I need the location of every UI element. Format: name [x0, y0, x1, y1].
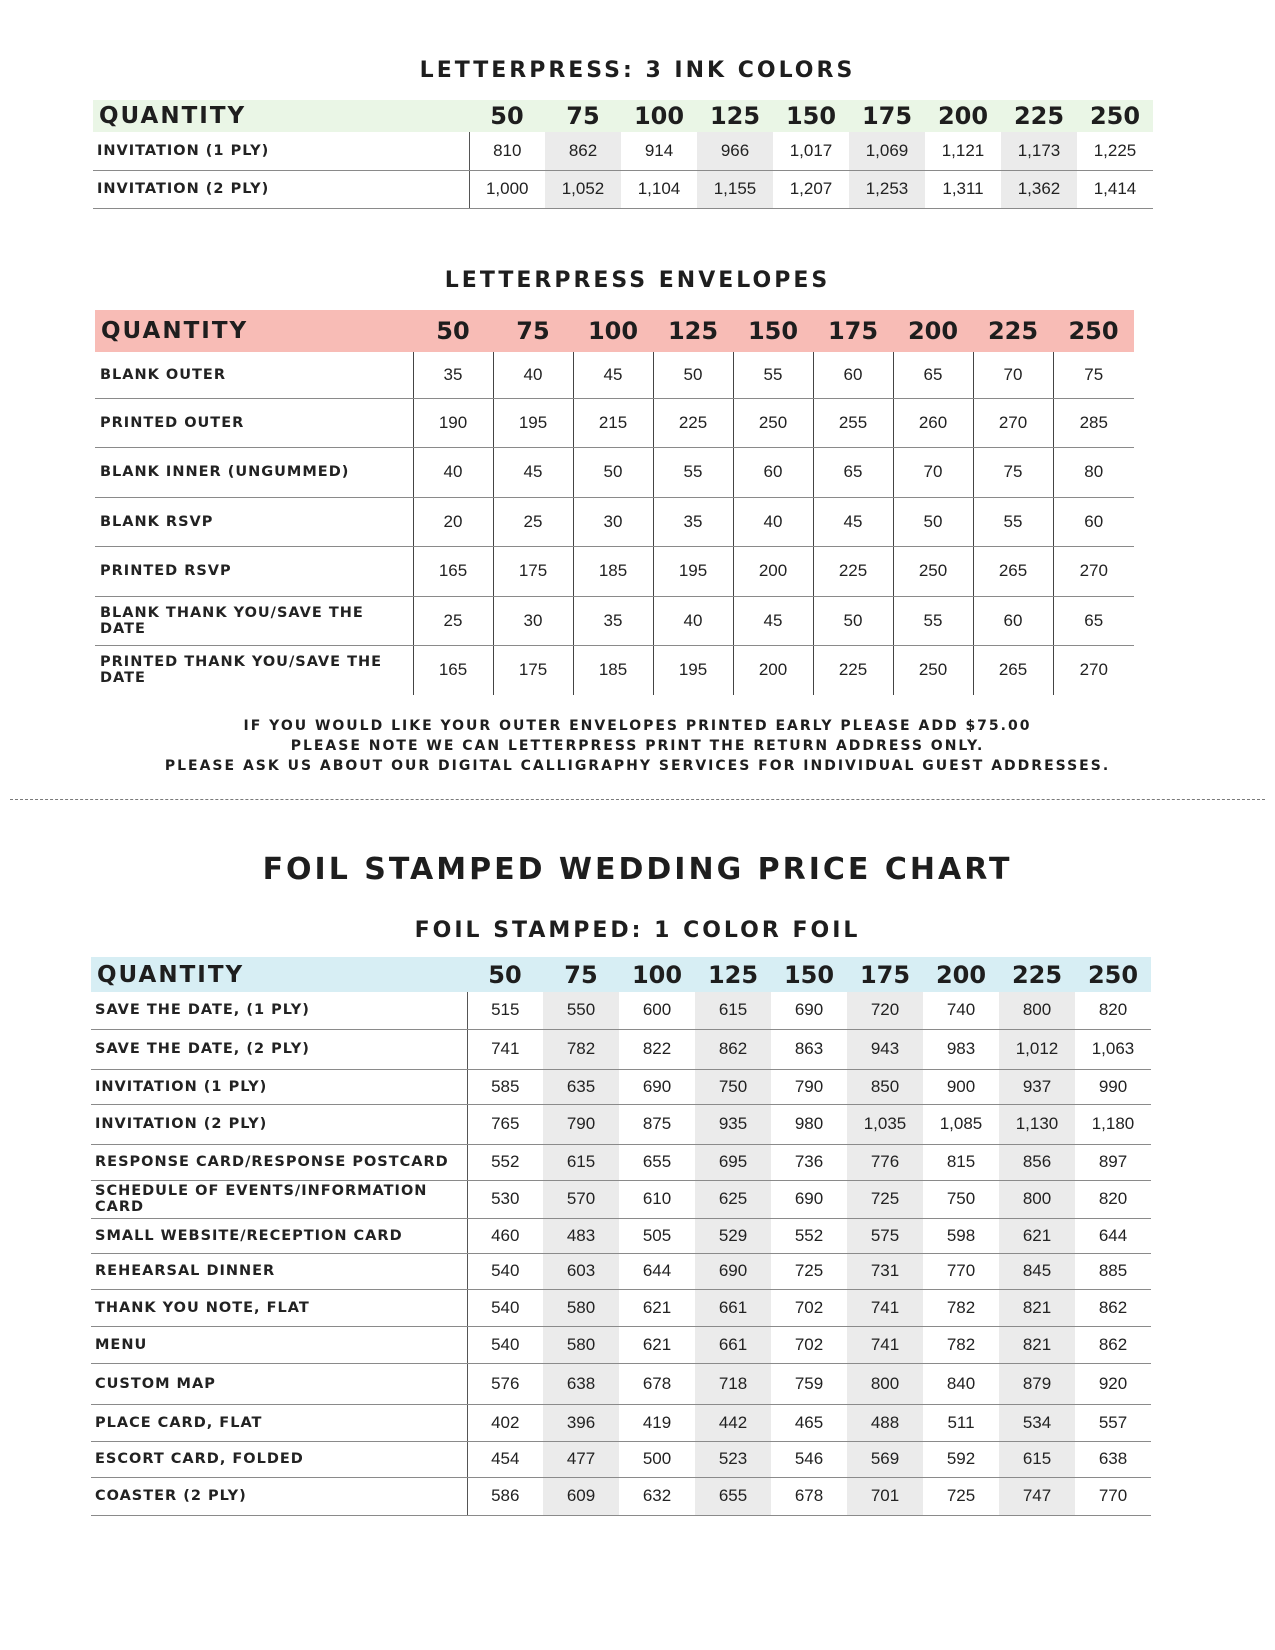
quantity-100-header: 100: [621, 100, 697, 132]
price-cell: 1,173: [1001, 132, 1077, 170]
price-cell: 50: [573, 447, 653, 497]
price-cell: 621: [999, 1218, 1075, 1253]
price-cell: 621: [619, 1326, 695, 1363]
letterpress-price-table: [93, 100, 1153, 209]
price-cell: 580: [543, 1289, 619, 1326]
price-cell: 45: [733, 596, 813, 645]
price-cell: 477: [543, 1441, 619, 1477]
price-cell: 1,063: [1075, 1029, 1151, 1069]
price-cell: 800: [847, 1363, 923, 1404]
price-cell: 850: [847, 1069, 923, 1104]
price-row: [91, 1029, 1151, 1069]
price-cell: 782: [923, 1289, 999, 1326]
price-cell: 863: [771, 1029, 847, 1069]
price-cell: 586: [467, 1477, 543, 1515]
price-cell: 25: [493, 497, 573, 546]
row-label: PRINTED RSVP: [95, 546, 413, 596]
price-cell: 580: [543, 1326, 619, 1363]
price-cell: 552: [771, 1218, 847, 1253]
quantity-250-header: 250: [1077, 100, 1153, 132]
letterpress-title: LETTERPRESS: 3 INK COLORS: [419, 58, 856, 83]
price-row: [91, 1253, 1151, 1289]
price-row: [91, 1218, 1151, 1253]
price-cell: 530: [467, 1180, 543, 1218]
price-cell: 552: [467, 1144, 543, 1180]
price-row: [91, 1104, 1151, 1144]
price-cell: 644: [619, 1253, 695, 1289]
price-cell: 638: [543, 1363, 619, 1404]
price-cell: 55: [893, 596, 973, 645]
price-cell: 678: [771, 1477, 847, 1515]
row-label: REHEARSAL DINNER: [91, 1253, 467, 1289]
quantity-100-header: 100: [573, 310, 653, 352]
row-label: BLANK THANK YOU/SAVE THE DATE: [95, 596, 413, 645]
price-cell: 702: [771, 1326, 847, 1363]
row-label: MENU: [91, 1326, 467, 1363]
price-row: [91, 1289, 1151, 1326]
price-cell: 644: [1075, 1218, 1151, 1253]
price-cell: 419: [619, 1404, 695, 1441]
price-row: [91, 1069, 1151, 1104]
price-cell: 1,035: [847, 1104, 923, 1144]
price-cell: 45: [813, 497, 893, 546]
price-cell: 200: [733, 645, 813, 695]
price-cell: 250: [893, 546, 973, 596]
price-cell: 690: [771, 992, 847, 1029]
price-cell: 500: [619, 1441, 695, 1477]
quantity-225-header: 225: [1001, 100, 1077, 132]
price-cell: 690: [771, 1180, 847, 1218]
price-cell: 65: [1053, 596, 1134, 645]
price-cell: 875: [619, 1104, 695, 1144]
price-cell: 270: [1053, 546, 1134, 596]
price-cell: 782: [543, 1029, 619, 1069]
price-cell: 750: [923, 1180, 999, 1218]
price-cell: 725: [923, 1477, 999, 1515]
price-cell: 60: [733, 447, 813, 497]
price-cell: 190: [413, 398, 493, 447]
price-cell: 845: [999, 1253, 1075, 1289]
price-cell: 50: [893, 497, 973, 546]
price-cell: 1,130: [999, 1104, 1075, 1144]
price-cell: 731: [847, 1253, 923, 1289]
quantity-200-header: 200: [923, 957, 999, 992]
price-cell: 225: [813, 645, 893, 695]
price-row: [95, 546, 1134, 596]
price-cell: 25: [413, 596, 493, 645]
row-label: RESPONSE CARD/RESPONSE POSTCARD: [91, 1144, 467, 1180]
price-cell: 655: [695, 1477, 771, 1515]
price-cell: 402: [467, 1404, 543, 1441]
price-cell: 770: [1075, 1477, 1151, 1515]
price-cell: 900: [923, 1069, 999, 1104]
price-cell: 195: [653, 546, 733, 596]
price-cell: 576: [467, 1363, 543, 1404]
row-label: SMALL WEBSITE/RECEPTION CARD: [91, 1218, 467, 1253]
price-cell: 661: [695, 1326, 771, 1363]
row-label: BLANK RSVP: [95, 497, 413, 546]
price-cell: 690: [619, 1069, 695, 1104]
price-cell: 454: [467, 1441, 543, 1477]
price-cell: 1,225: [1077, 132, 1153, 170]
quantity-50-header: 50: [469, 100, 545, 132]
price-cell: 265: [973, 645, 1053, 695]
envelope-notes: [0, 716, 1275, 776]
price-cell: 632: [619, 1477, 695, 1515]
price-cell: 40: [493, 352, 573, 398]
price-cell: 45: [493, 447, 573, 497]
quantity-200-header: 200: [925, 100, 1001, 132]
price-row: [95, 645, 1134, 695]
price-cell: 569: [847, 1441, 923, 1477]
price-cell: 225: [813, 546, 893, 596]
price-cell: 1,414: [1077, 170, 1153, 208]
price-cell: 765: [467, 1104, 543, 1144]
price-cell: 195: [653, 645, 733, 695]
price-cell: 736: [771, 1144, 847, 1180]
price-cell: 943: [847, 1029, 923, 1069]
envelopes-title: LETTERPRESS ENVELOPES: [444, 268, 831, 293]
header-row: [91, 957, 1151, 992]
price-row: [95, 447, 1134, 497]
price-cell: 655: [619, 1144, 695, 1180]
row-label: INVITATION (1 PLY): [91, 1069, 467, 1104]
price-cell: 1,052: [545, 170, 621, 208]
quantity-150-header: 150: [773, 100, 849, 132]
price-cell: 165: [413, 546, 493, 596]
price-cell: 935: [695, 1104, 771, 1144]
price-cell: 55: [653, 447, 733, 497]
note-early-print: IF YOU WOULD LIKE YOUR OUTER ENVELOPES PRINTED EARLY PLEASE ADD $75.00: [243, 718, 1032, 734]
price-cell: 442: [695, 1404, 771, 1441]
price-cell: 570: [543, 1180, 619, 1218]
price-cell: 80: [1053, 447, 1134, 497]
price-cell: 585: [467, 1069, 543, 1104]
price-cell: 1,362: [1001, 170, 1077, 208]
price-row: [95, 497, 1134, 546]
price-cell: 661: [695, 1289, 771, 1326]
price-cell: 529: [695, 1218, 771, 1253]
quantity-50-header: 50: [467, 957, 543, 992]
price-cell: 215: [573, 398, 653, 447]
price-cell: 20: [413, 497, 493, 546]
price-cell: 856: [999, 1144, 1075, 1180]
row-label: INVITATION (2 PLY): [91, 1104, 467, 1144]
price-cell: 678: [619, 1363, 695, 1404]
price-cell: 60: [973, 596, 1053, 645]
price-cell: 488: [847, 1404, 923, 1441]
price-cell: 821: [999, 1326, 1075, 1363]
price-cell: 60: [1053, 497, 1134, 546]
price-cell: 70: [893, 447, 973, 497]
price-row: [93, 132, 1153, 170]
price-cell: 40: [733, 497, 813, 546]
price-cell: 621: [619, 1289, 695, 1326]
row-label: SAVE THE DATE, (2 PLY): [91, 1029, 467, 1069]
price-cell: 55: [733, 352, 813, 398]
price-cell: 511: [923, 1404, 999, 1441]
price-cell: 810: [469, 132, 545, 170]
price-cell: 750: [695, 1069, 771, 1104]
price-cell: 747: [999, 1477, 1075, 1515]
price-cell: 45: [573, 352, 653, 398]
price-cell: 615: [999, 1441, 1075, 1477]
price-cell: 862: [695, 1029, 771, 1069]
row-label: PLACE CARD, FLAT: [91, 1404, 467, 1441]
price-cell: 175: [493, 645, 573, 695]
row-label: THANK YOU NOTE, FLAT: [91, 1289, 467, 1326]
price-cell: 840: [923, 1363, 999, 1404]
quantity-175-header: 175: [813, 310, 893, 352]
price-cell: 635: [543, 1069, 619, 1104]
quantity-150-header: 150: [771, 957, 847, 992]
foil-title: FOIL STAMPED: 1 COLOR FOIL: [414, 918, 861, 943]
note-calligraphy: PLEASE ASK US ABOUT OUR DIGITAL CALLIGRAPHY SERVICES FOR INDIVIDUAL GUEST ADDRESSES.: [164, 758, 1111, 774]
price-cell: 897: [1075, 1144, 1151, 1180]
price-cell: 557: [1075, 1404, 1151, 1441]
price-cell: 862: [545, 132, 621, 170]
price-cell: 701: [847, 1477, 923, 1515]
price-cell: 790: [543, 1104, 619, 1144]
row-label: INVITATION (2 PLY): [93, 170, 469, 208]
row-label: BLANK INNER (UNGUMMED): [95, 447, 413, 497]
price-cell: 638: [1075, 1441, 1151, 1477]
price-cell: 540: [467, 1289, 543, 1326]
price-cell: 800: [999, 992, 1075, 1029]
price-cell: 598: [923, 1218, 999, 1253]
quantity-175-header: 175: [849, 100, 925, 132]
price-row: [91, 1144, 1151, 1180]
price-cell: 1,104: [621, 170, 697, 208]
price-row: [91, 1404, 1151, 1441]
price-cell: 65: [893, 352, 973, 398]
quantity-175-header: 175: [847, 957, 923, 992]
price-cell: 615: [695, 992, 771, 1029]
row-label: BLANK OUTER: [95, 352, 413, 398]
price-cell: 776: [847, 1144, 923, 1180]
price-cell: 540: [467, 1253, 543, 1289]
envelopes-price-table: [95, 310, 1134, 695]
price-row: [95, 596, 1134, 645]
price-cell: 50: [813, 596, 893, 645]
price-cell: 1,069: [849, 132, 925, 170]
quantity-225-header: 225: [973, 310, 1053, 352]
price-cell: 879: [999, 1363, 1075, 1404]
price-row: [95, 398, 1134, 447]
price-cell: 515: [467, 992, 543, 1029]
price-cell: 790: [771, 1069, 847, 1104]
price-cell: 200: [733, 546, 813, 596]
price-cell: 65: [813, 447, 893, 497]
row-label: ESCORT CARD, FOLDED: [91, 1441, 467, 1477]
price-cell: 70: [973, 352, 1053, 398]
foil-chart-title: FOIL STAMPED WEDDING PRICE CHART: [262, 852, 1013, 887]
price-cell: 1,155: [697, 170, 773, 208]
price-cell: 920: [1075, 1363, 1151, 1404]
quantity-header: QUANTITY: [93, 100, 469, 132]
price-cell: 1,017: [773, 132, 849, 170]
price-cell: 615: [543, 1144, 619, 1180]
price-cell: 741: [847, 1326, 923, 1363]
price-cell: 625: [695, 1180, 771, 1218]
price-cell: 265: [973, 546, 1053, 596]
price-cell: 609: [543, 1477, 619, 1515]
quantity-225-header: 225: [999, 957, 1075, 992]
price-row: [91, 1441, 1151, 1477]
price-cell: 937: [999, 1069, 1075, 1104]
price-cell: 759: [771, 1363, 847, 1404]
price-cell: 862: [1075, 1289, 1151, 1326]
price-cell: 800: [999, 1180, 1075, 1218]
price-cell: 30: [493, 596, 573, 645]
price-cell: 718: [695, 1363, 771, 1404]
price-row: [91, 992, 1151, 1029]
price-cell: 40: [413, 447, 493, 497]
price-cell: 1,121: [925, 132, 1001, 170]
price-cell: 821: [999, 1289, 1075, 1326]
quantity-header: QUANTITY: [95, 310, 413, 352]
row-label: CUSTOM MAP: [91, 1363, 467, 1404]
quantity-100-header: 100: [619, 957, 695, 992]
quantity-125-header: 125: [653, 310, 733, 352]
price-cell: 1,012: [999, 1029, 1075, 1069]
quantity-header: QUANTITY: [91, 957, 467, 992]
price-cell: 175: [493, 546, 573, 596]
price-cell: 40: [653, 596, 733, 645]
price-cell: 1,000: [469, 170, 545, 208]
price-cell: 770: [923, 1253, 999, 1289]
quantity-75-header: 75: [545, 100, 621, 132]
quantity-75-header: 75: [493, 310, 573, 352]
quantity-250-header: 250: [1053, 310, 1134, 352]
quantity-200-header: 200: [893, 310, 973, 352]
price-cell: 60: [813, 352, 893, 398]
price-cell: 50: [653, 352, 733, 398]
price-cell: 725: [847, 1180, 923, 1218]
price-cell: 820: [1075, 1180, 1151, 1218]
price-cell: 820: [1075, 992, 1151, 1029]
price-cell: 35: [653, 497, 733, 546]
row-label: PRINTED OUTER: [95, 398, 413, 447]
price-cell: 460: [467, 1218, 543, 1253]
price-cell: 75: [1053, 352, 1134, 398]
price-cell: 592: [923, 1441, 999, 1477]
price-cell: 600: [619, 992, 695, 1029]
price-cell: 35: [573, 596, 653, 645]
price-cell: 690: [695, 1253, 771, 1289]
price-cell: 195: [493, 398, 573, 447]
price-cell: 914: [621, 132, 697, 170]
price-cell: 55: [973, 497, 1053, 546]
price-cell: 505: [619, 1218, 695, 1253]
price-cell: 741: [847, 1289, 923, 1326]
quantity-125-header: 125: [695, 957, 771, 992]
price-row: [95, 352, 1134, 398]
price-cell: 185: [573, 546, 653, 596]
price-cell: 396: [543, 1404, 619, 1441]
price-cell: 465: [771, 1404, 847, 1441]
dashed-divider: [10, 799, 1265, 800]
price-cell: 603: [543, 1253, 619, 1289]
price-cell: 702: [771, 1289, 847, 1326]
price-cell: 225: [653, 398, 733, 447]
price-cell: 862: [1075, 1326, 1151, 1363]
price-cell: 741: [467, 1029, 543, 1069]
quantity-150-header: 150: [733, 310, 813, 352]
price-row: [91, 1180, 1151, 1218]
price-cell: 1,311: [925, 170, 1001, 208]
price-cell: 1,085: [923, 1104, 999, 1144]
price-row: [91, 1477, 1151, 1515]
price-cell: 720: [847, 992, 923, 1029]
price-cell: 255: [813, 398, 893, 447]
price-cell: 534: [999, 1404, 1075, 1441]
price-cell: 725: [771, 1253, 847, 1289]
price-cell: 966: [697, 132, 773, 170]
price-cell: 35: [413, 352, 493, 398]
price-row: [93, 170, 1153, 208]
row-label: SAVE THE DATE, (1 PLY): [91, 992, 467, 1029]
price-cell: 885: [1075, 1253, 1151, 1289]
quantity-125-header: 125: [697, 100, 773, 132]
price-cell: 1,207: [773, 170, 849, 208]
header-row: [95, 310, 1134, 352]
foil-price-table: [91, 957, 1151, 1516]
price-cell: 1,253: [849, 170, 925, 208]
price-cell: 980: [771, 1104, 847, 1144]
price-cell: 270: [973, 398, 1053, 447]
price-cell: 270: [1053, 645, 1134, 695]
price-cell: 1,180: [1075, 1104, 1151, 1144]
row-label: INVITATION (1 PLY): [93, 132, 469, 170]
quantity-250-header: 250: [1075, 957, 1151, 992]
note-return-address: PLEASE NOTE WE CAN LETTERPRESS PRINT THE RETURN ADDRESS ONLY.: [290, 738, 985, 754]
price-row: [91, 1363, 1151, 1404]
header-row: [93, 100, 1153, 132]
price-cell: 75: [973, 447, 1053, 497]
price-cell: 550: [543, 992, 619, 1029]
price-cell: 822: [619, 1029, 695, 1069]
price-cell: 990: [1075, 1069, 1151, 1104]
row-label: COASTER (2 PLY): [91, 1477, 467, 1515]
row-label: PRINTED THANK YOU/SAVE THE DATE: [100, 654, 383, 687]
price-cell: 260: [893, 398, 973, 447]
price-cell: 983: [923, 1029, 999, 1069]
quantity-50-header: 50: [413, 310, 493, 352]
price-cell: 165: [413, 645, 493, 695]
price-cell: 30: [573, 497, 653, 546]
price-cell: 695: [695, 1144, 771, 1180]
price-cell: 285: [1053, 398, 1134, 447]
price-cell: 575: [847, 1218, 923, 1253]
price-cell: 610: [619, 1180, 695, 1218]
row-label: SCHEDULE OF EVENTS/INFORMATION CARD: [91, 1180, 467, 1218]
price-cell: 546: [771, 1441, 847, 1477]
price-cell: 483: [543, 1218, 619, 1253]
price-cell: 540: [467, 1326, 543, 1363]
price-row: [91, 1326, 1151, 1363]
quantity-75-header: 75: [543, 957, 619, 992]
price-cell: 250: [893, 645, 973, 695]
price-cell: 782: [923, 1326, 999, 1363]
price-cell: 185: [573, 645, 653, 695]
price-cell: 740: [923, 992, 999, 1029]
price-cell: 815: [923, 1144, 999, 1180]
price-cell: 523: [695, 1441, 771, 1477]
price-cell: 250: [733, 398, 813, 447]
